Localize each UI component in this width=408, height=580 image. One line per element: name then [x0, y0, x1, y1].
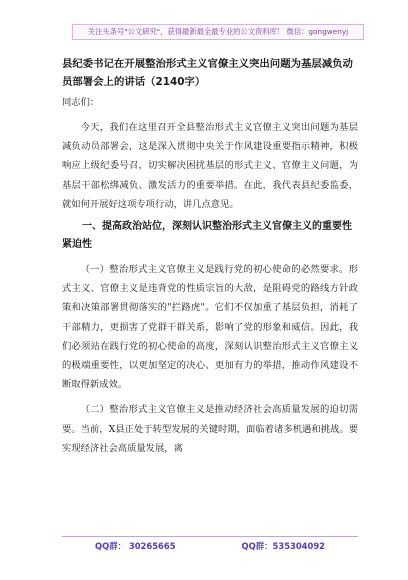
intro-paragraph: 今天，我们在这里召开全县整治形式主义官僚主义突出问题为基层减负动员部署会，这是深入贯彻中央关于作风建设重要指示精神，积极响应上级纪委号召，切实解决困扰基层的形式主义、官僚主义问题，为基层干部松绑减负、激发活力的重要举措。在此，我代表县纪委监委，就如何开展好这项专项行动，讲几点意见。 — [62, 122, 358, 210]
document-title: 县纪委书记在开展整治形式主义官僚主义突出问题为基层减负动员部署会上的讲话（2140字） — [62, 58, 353, 88]
promo-banner: 关注头条号"公文研究"，获得最新最全最专业的公文资料库！ 微信：gongwenyj — [72, 24, 364, 40]
footer-contact-bar — [62, 536, 358, 552]
document-body — [62, 55, 358, 458]
sub-paragraph-1: （一）整治形式主义官僚主义是践行党的初心使命的必然要求。形式主义、官僚主义是违背党的性质宗旨的大敌，是阻碍党的路线方针政策和决策部署贯彻落实的"拦路虎"。它们不仅加重了基层负担，消耗了干部精力，更损害了党群干群关系，影响了党的形象和威信。因此，我们必须站在践行党的初心使命的高度，深刻认识整治形式主义官僚主义的极端重要性，以更加坚定的决心、更加有力的举措，推动作风建设不断取得新成效。 — [62, 264, 358, 391]
sub-paragraph-2: （二）整治形式主义官僚主义是推动经济社会高质量发展的迫切需要。当前，X县正处于转型发展的关键时期，面临着诸多机遇和挑战。要实现经济社会高质量发展，离 — [62, 404, 358, 454]
greeting: 同志们： — [62, 97, 100, 108]
qq-group-1: QQ群： 30265665 — [95, 541, 176, 551]
section-heading-1: 一、提高政治站位，深刻认识整治形式主义官僚主义的重要性紧迫性 — [62, 221, 352, 251]
qq-group-2: QQ群：535304092 — [241, 541, 325, 551]
